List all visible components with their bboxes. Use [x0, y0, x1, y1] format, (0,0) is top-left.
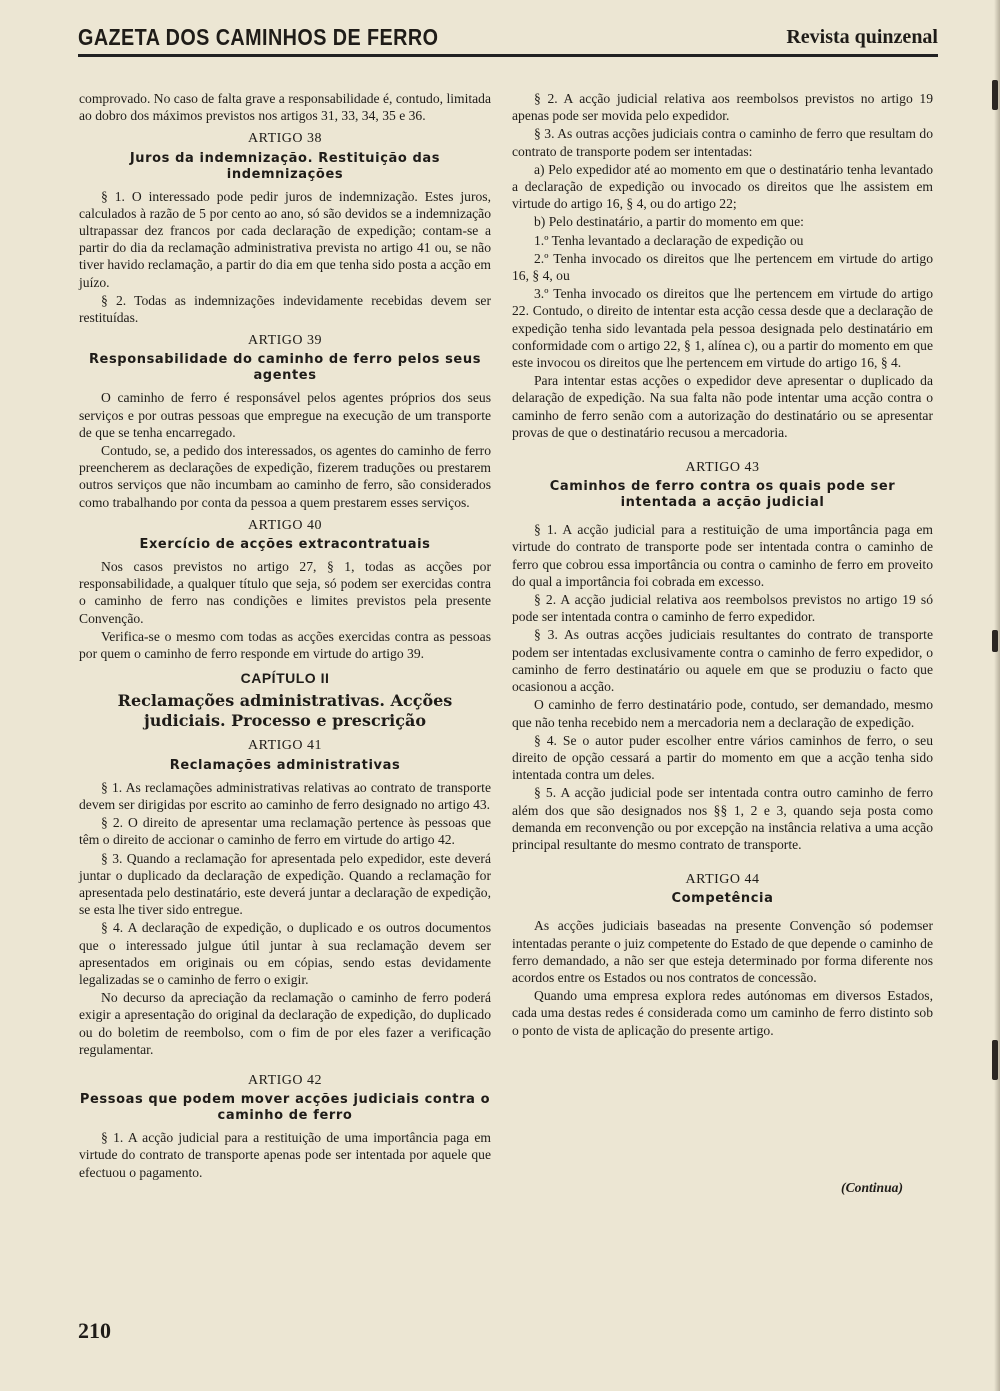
- paragraph: comprovado. No caso de falta grave a responsabilidade é, contudo, limitada ao dobro dos máximos previstos nos artigos 31, 33, 34, 35 e 36.: [79, 91, 491, 124]
- binding-mark: [992, 80, 998, 110]
- paragraph: § 1. A acção judicial para a restituição de uma importância paga em virtude do contrato de transporte pode ser intentada contra o caminho de ferro que cobrou essa importância ou contra o caminho de ferro em proveito do qual a importância foi cobrada em excesso.: [512, 522, 933, 589]
- paragraph: § 1. O interessado pode pedir juros de indemnização. Estes juros, calculados à razão de 5 por cento ao ano, só são devidos se a indemnização ultrapassar dez francos por cada declaração de expedição; contam-se a partir do dia da reclamação administrativa prevista no artigo 41 ou, se não tiver havido reclamação, a partir do dia em que tenha sido posta a acção em juízo.: [79, 188, 491, 290]
- paragraph: Para intentar estas acções o expedidor deve apresentar o duplicado da delaração de expedição. Na sua falta não pode intentar uma acção contra o caminho de ferro senão com a autorização do destinatário ou se apresentar provas de que o destinatário recusou a mercadoria.: [512, 373, 933, 440]
- paragraph: § 3. As outras acções judiciais resultantes do contrato de transporte podem ser intentadas exclusivamente contra o caminho de ferro expedidor, o caminho de ferro destinatário ou aquele em que se produziu o facto que ocasionou a acção.: [512, 627, 933, 695]
- paragraph: § 4. A declaração de expedição, o duplicado e os outros documentos que o interessado julgue útil juntar à sua reclamação devem ser apresentados em originais ou em cópias, sendo estas devidamente legalizadas se o caminho de ferro o exigir.: [79, 920, 491, 987]
- article-title: Exercício de acções extracontratuais: [139, 537, 431, 553]
- article-number: ARTIGO 43: [685, 460, 760, 476]
- paragraph: As acções judiciais baseadas na presente Convenção só podemser intentadas perante o juiz competente do Estado de que depende o caminho de ferro demandado, a não ser que esteja determinado por forma diferente nos acordos entre os Estados ou nos contratos de concessão.: [512, 918, 933, 985]
- page-number: 210: [78, 1318, 111, 1343]
- issue-type: Revista quinzenal: [786, 26, 938, 48]
- article-title: Pessoas que podem mover acções judiciais contra o caminho de ferro: [79, 1092, 491, 1124]
- paragraph: § 1. As reclamações administrativas relativas ao contrato de transporte devem ser dirigidas por escrito ao caminho de ferro designado no artigo 43.: [79, 779, 491, 812]
- masthead: GAZETA DOS CAMINHOS DE FERRO: [78, 24, 439, 50]
- paragraph: b) Pelo destinatário, a partir do momento em que:: [534, 214, 804, 230]
- paragraph: O caminho de ferro é responsável pelos agentes próprios dos seus serviços e por outras pessoas que empregue na execução de um transporte de que se tenha encarregado.: [79, 390, 491, 440]
- article-title: Reclamações administrativas: [169, 757, 401, 773]
- article-title: Responsabilidade do caminho de ferro pelos seus agentes: [88, 352, 482, 384]
- binding-mark: [992, 1040, 998, 1080]
- paragraph: Contudo, se, a pedido dos interessados, os agentes do caminho de ferro preencherem as declarações de expedição, fizerem traduções ou prestarem outros serviços que não incumbam ao caminho de ferro, são considerados como trabalhando por conta da pessoa a quem prestarem esses serviços.: [79, 443, 491, 510]
- paragraph: § 1. A acção judicial para a restituição de uma importância paga em virtude do contrato de transporte apenas pode ser intentada por aquele que efectuou o pagamento.: [79, 1130, 491, 1180]
- article-number: ARTIGO 38: [247, 131, 323, 147]
- paragraph: Nos casos previstos no artigo 27, § 1, todas as acções por responsabilidade, a qualquer título que seja, só podem ser exercidas contra o caminho de ferro nas condições e limites previstos pela presente Convenção.: [79, 559, 491, 626]
- paragraph: § 5. A acção judicial pode ser intentada contra outro caminho de ferro além dos que são designados nos §§ 1, 2 e 3, quando seja posta como demanda em reconvenção ou por excepção na instância relativa a uma acção principal resultante do mesmo contrato de transporte.: [512, 785, 933, 852]
- article-title: Juros da indemnização. Restituição das indemnizações: [129, 150, 441, 182]
- article-number: ARTIGO 42: [247, 1072, 323, 1088]
- paragraph: Quando uma empresa explora redes autónomas em diversos Estados, cada uma destas redes é considerada como um caminho de ferro distinto sob o ponto de vista de aplicação do presente artigo.: [512, 988, 933, 1038]
- paragraph: § 2. O direito de apresentar uma reclamação pertence às pessoas que têm o direito de accionar o caminho de ferro em virtude do artigo 42.: [79, 815, 491, 848]
- left-column: [79, 90, 491, 1182]
- article-number: ARTIGO 39: [247, 333, 323, 349]
- paragraph: No decurso da apreciação da reclamação o caminho de ferro poderá exigir a apresentação do original da declaração de expedição, do duplicado ou do boletim de reembolso, com o fim de por eles fazer a verificação regulamentar.: [79, 990, 491, 1057]
- continued-note: (Continua): [841, 1179, 903, 1195]
- paragraph: O caminho de ferro destinatário pode, contudo, ser demandado, mesmo que não tenha recebido nem a mercadoria nem a declaração de expedição.: [512, 697, 933, 730]
- paragraph: § 2. A acção judicial relativa aos reembolsos previstos no artigo 19 apenas pode ser movida pelo expedidor.: [512, 91, 933, 124]
- paragraph: 2.º Tenha invocado os direitos que lhe pertencem em virtude do artigo 16, § 4, ou: [512, 250, 933, 284]
- paragraph: a) Pelo expedidor até ao momento em que o destinatário tenha levantado a declaração de expedição ou invocado os direitos que lhe assistem em virtude do artigo 16, § 4, ou do artigo 22;: [512, 161, 933, 212]
- article-number: ARTIGO 41: [247, 738, 323, 754]
- paragraph: § 2. A acção judicial relativa aos reembolsos previstos no artigo 19 só pode ser intentada contra o caminho de ferro expedidor.: [512, 592, 933, 625]
- article-number: ARTIGO 40: [247, 517, 323, 533]
- paragraph: 3.º Tenha invocado os direitos que lhe pertencem em virtude do artigo 22. Contudo, o direito de intentar esta acção cessa desde que a declaração de expedição tenha sido levantada pela pessoa designada pelo destinatário em conformidade com o artigo 22, § 1, alínea c), ou a partir do momento em que este invocou os direitos que lhe pertencem em virtude do artigo 16, § 4.: [512, 286, 933, 371]
- paragraph: Verifica-se o mesmo com todas as acções exercidas contra as pessoas por quem o caminho de ferro responde em virtude do artigo 39.: [79, 628, 491, 662]
- binding-mark: [992, 630, 998, 652]
- paragraph: § 4. Se o autor puder escolher entre vários caminhos de ferro, o seu direito de opção cessará a partir do momento em que a acção tenha sido intentada contra um deles.: [512, 732, 933, 783]
- chapter-title: Reclamações administrativas. Acções judiciais. Processo e prescrição: [117, 691, 453, 731]
- paragraph: 1.º Tenha levantado a declaração de expedição ou: [534, 232, 804, 248]
- article-number: ARTIGO 44: [685, 872, 760, 888]
- article-title: Competência: [671, 891, 774, 907]
- chapter-number: CAPÍTULO II: [240, 670, 330, 687]
- right-column: [512, 90, 933, 1196]
- page-header: [78, 22, 938, 57]
- article-title: Caminhos de ferro contra os quais pode ser intentada a acção judicial: [549, 479, 896, 511]
- paragraph: § 2. Todas as indemnizações indevidamente recebidas devem ser restituídas.: [79, 292, 491, 326]
- paragraph: § 3. Quando a reclamação for apresentada pelo expedidor, este deverá juntar o duplicado da declaração de expedição. Quando a reclamação for apresentada pelo destinatário, este deverá juntar a declaração de expedição, se esta lhe tiver sido entregue.: [79, 850, 491, 918]
- paragraph: § 3. As outras acções judiciais contra o caminho de ferro que resultam do contrato de transporte podem ser intentadas:: [512, 126, 933, 159]
- page-edge: [994, 0, 1000, 1391]
